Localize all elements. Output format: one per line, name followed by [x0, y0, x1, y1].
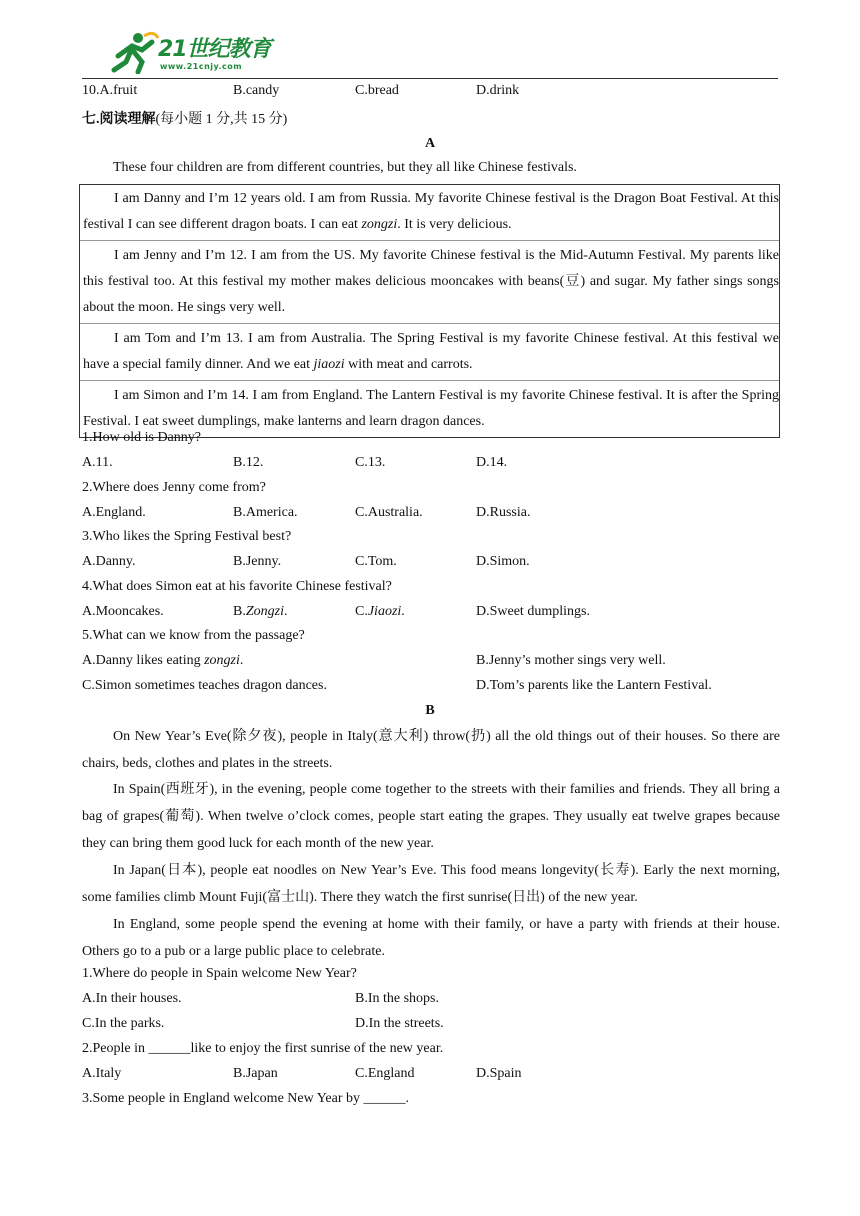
option-d: D.drink: [476, 83, 520, 98]
question-b3: 3.Some people in England welcome New Year by ______.: [82, 1091, 409, 1106]
passage-b-label: B: [425, 703, 435, 718]
passage-a-intro: These four children are from different countries, but they all like Chinese festivals.: [113, 160, 577, 175]
passage-b-para-3: In Japan(日本), people eat noodles on New Year’s Eve. This food means longevity(长寿). Early the next morning, some families climb Mount Fuji(富士山). There they watch the first sunrise(日出) of the new year.: [82, 863, 780, 905]
option-a: 10.A.fruit: [82, 83, 138, 98]
simon-cell: I am Simon and I’m 14. I am from England. The Lantern Festival is my favorite Chinese festival. It is after the Spring Festival. I eat sweet dumplings, make lanterns and learn dragon dances.: [83, 388, 779, 429]
b2-option-c: C.England: [355, 1066, 415, 1081]
a4-option-b: B.Zongzi.: [233, 604, 288, 619]
a2-option-d: D.Russia.: [476, 505, 531, 520]
question-a1: 1.How old is Danny?: [82, 430, 201, 445]
question-a2: 2.Where does Jenny come from?: [82, 480, 266, 495]
passage-b-para-2: In Spain(西班牙), in the evening, people come together to the streets with their families and friends. They all bring a bag of grapes(葡萄). When twelve o’clock comes, people start eating the grapes. They usually eat twelve grapes because they can bring them good luck for each month of the new year.: [82, 782, 780, 851]
passage-b-para-1: On New Year’s Eve(除夕夜), people in Italy(意大利) throw(扔) all the old things out of their houses. So there are chairs, beds, clothes and plates in the streets.: [82, 729, 780, 771]
passage-b-para-4: In England, some people spend the evening at home with their family, or have a party with friends at their house. Others go to a pub or a large public place to celebrate.: [82, 917, 780, 959]
a2-option-a: A.England.: [82, 505, 146, 520]
a3-option-b: B.Jenny.: [233, 554, 282, 569]
b2-option-d: D.Spain: [476, 1066, 522, 1081]
logo-text: 21世纪教育: [158, 37, 271, 62]
passage-a-label: A: [424, 136, 436, 151]
runner-logo-icon: [108, 30, 160, 74]
a5-option-d: D.Tom’s parents like the Lantern Festival.: [476, 678, 712, 693]
question-a3: 3.Who likes the Spring Festival best?: [82, 529, 292, 544]
b1-option-b: B.In the shops.: [355, 991, 439, 1006]
question-b2: 2.People in ______like to enjoy the first sunrise of the new year.: [82, 1041, 444, 1056]
b1-option-d: D.In the streets.: [355, 1016, 444, 1031]
logo-url: www.21cnjy.com: [160, 62, 243, 71]
a3-option-c: C.Tom.: [355, 554, 397, 569]
question-b1: 1.Where do people in Spain welcome New Year?: [82, 966, 357, 981]
a3-option-a: A.Danny.: [82, 554, 136, 569]
a2-option-b: B.America.: [233, 505, 298, 520]
a4-option-a: A.Mooncakes.: [82, 604, 164, 619]
b1-option-c: C.In the parks.: [82, 1016, 165, 1031]
option-c: C.bread: [355, 83, 399, 98]
b2-option-a: A.Italy: [82, 1066, 122, 1081]
a1-option-a: A.11.: [82, 455, 113, 470]
passage-a-table: [79, 184, 780, 438]
section-title: [82, 108, 287, 128]
a5-option-c: C.Simon sometimes teaches dragon dances.: [82, 678, 327, 693]
b1-option-a: A.In their houses.: [82, 991, 182, 1006]
b2-option-b: B.Japan: [233, 1066, 278, 1081]
jenny-cell: I am Jenny and I’m 12. I am from the US. My favorite Chinese festival is the Mid-Autumn Festival. My parents like this festival too. At this festival my mother makes delicious mooncakes with beans(豆) and sugar. My father sings songs about the moon. He sings very well.: [80, 241, 779, 324]
a4-option-d: D.Sweet dumplings.: [476, 604, 590, 619]
question-a5: 5.What can we know from the passage?: [82, 628, 305, 643]
a4-option-c: C.Jiaozi.: [355, 604, 405, 619]
site-logo: [108, 30, 283, 76]
question-a4: 4.What does Simon eat at his favorite Chinese festival?: [82, 579, 392, 594]
option-b: B.candy: [233, 83, 280, 98]
section-note: (每小题 1 分,共 15 分): [155, 112, 288, 127]
a3-option-d: D.Simon.: [476, 554, 530, 569]
danny-cell: I am Danny and I’m 12 years old. I am from Russia. My favorite Chinese festival is the Dragon Boat Festival. At this festival I can see different dragon boats. I can eat zongzi. It is very delicious.: [80, 185, 779, 241]
a5-option-a: A.Danny likes eating zongzi.: [82, 653, 244, 668]
a2-option-c: C.Australia.: [355, 505, 423, 520]
a1-option-d: D.14.: [476, 455, 508, 470]
section-heading: 七.阅读理解: [82, 112, 156, 127]
q10-options: [82, 83, 137, 99]
a1-option-b: B.12.: [233, 455, 264, 470]
a5-option-b: B.Jenny’s mother sings very well.: [476, 653, 666, 668]
a1-option-c: C.13.: [355, 455, 386, 470]
header-divider: [82, 78, 778, 79]
tom-cell: I am Tom and I’m 13. I am from Australia. The Spring Festival is my favorite Chinese festival. At this festival we have a special family dinner. And we eat jiaozi with meat and carrots.: [80, 324, 779, 381]
